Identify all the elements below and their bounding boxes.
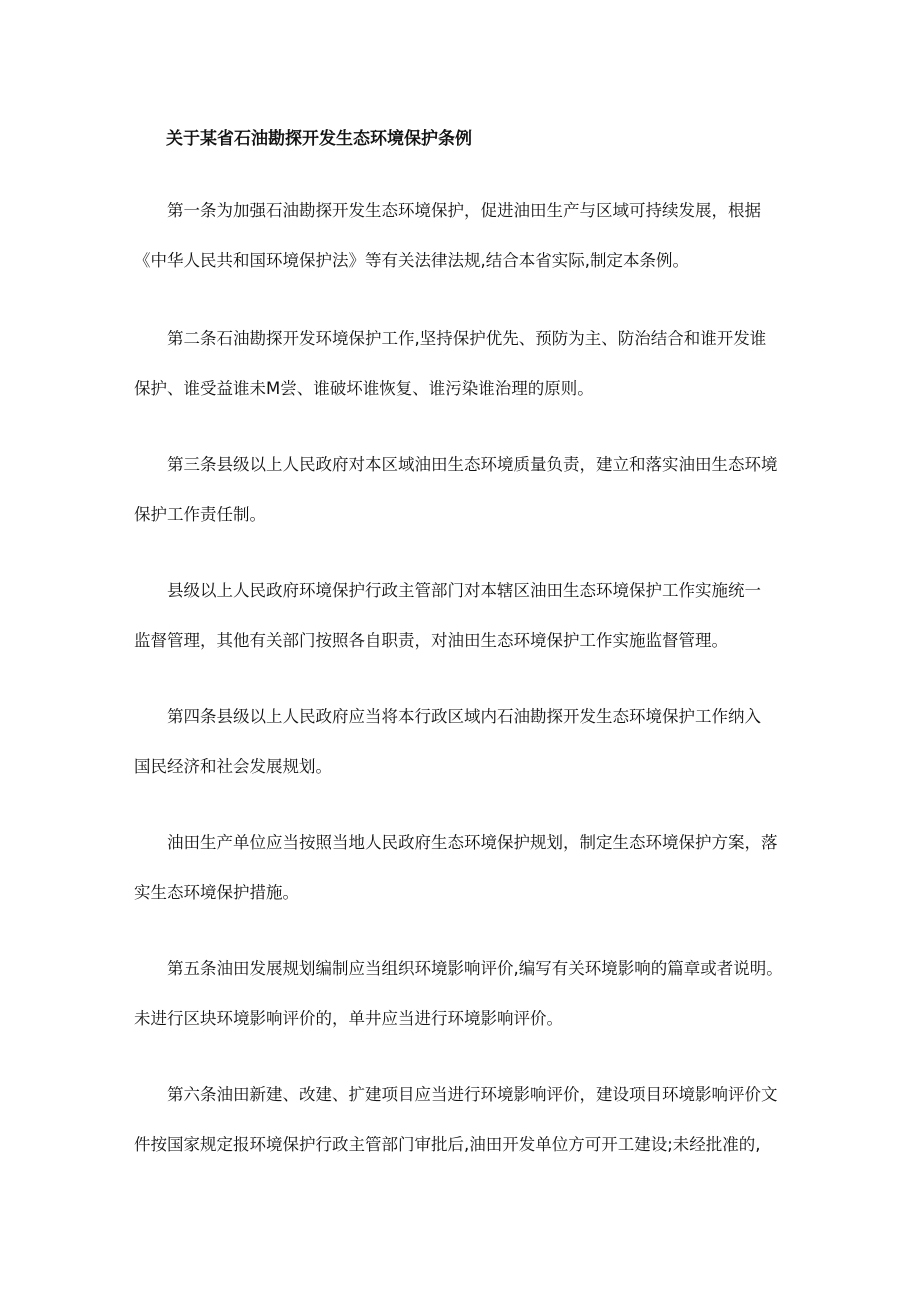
article-5-paragraph [134, 944, 794, 1044]
article-6-paragraph [134, 1070, 794, 1170]
paragraph-line: 油田生产单位应当按照当地人民政府生态环境保护规划，制定生态环境保护方案，落 [167, 833, 778, 852]
paragraph-line: 第二条石油勘探开发环境保护工作,坚持保护优先、预防为主、防治结合和谁开发谁 [167, 329, 767, 348]
paragraph-line: 国民经济和社会发展规划。 [134, 757, 332, 776]
paragraph-line: 第四条县级以上人民政府应当将本行政区域内石油勘探开发生态环境保护工作纳入 [167, 707, 761, 726]
paragraph-line: 第六条油田新建、改建、扩建项目应当进行环境影响评价，建设项目环境影响评价文 [167, 1085, 778, 1104]
document-title: 关于某省石油勘探开发生态环境保护条例 [166, 129, 472, 149]
paragraph-line: 第一条为加强石油勘探开发生态环境保护，促进油田生产与区域可持续发展，根据 [167, 201, 761, 220]
article-4-operator-paragraph [134, 818, 794, 918]
paragraph-line: 件按国家规定报环境保护行政主管部门审批后,油田开发单位方可开工建设;未经批准的, [134, 1135, 761, 1154]
paragraph-line: 实生态环境保护措施。 [134, 883, 299, 902]
paragraph-line: 保护工作责任制。 [134, 505, 266, 524]
paragraph-line: 第三条县级以上人民政府对本区域油田生态环境质量负责，建立和落实油田生态环境 [167, 455, 778, 474]
paragraph-line: 《中华人民共和国环境保护法》等有关法律法规,结合本省实际,制定本条例。 [134, 251, 689, 270]
paragraph-line: 未进行区块环境影响评价的，单井应当进行环境影响评价。 [134, 1009, 563, 1028]
article-4-paragraph [134, 692, 794, 792]
paragraph-line: 县级以上人民政府环境保护行政主管部门对本辖区油田生态环境保护工作实施统一 [167, 581, 761, 600]
paragraph-line: 监督管理，其他有关部门按照各自职责，对油田生态环境保护工作实施监督管理。 [134, 631, 728, 650]
article-1-paragraph [134, 186, 794, 286]
paragraph-line: 保护、谁受益谁未M尝、谁破坏谁恢复、谁污染谁治理的原则。 [134, 379, 594, 398]
article-2-paragraph [134, 314, 794, 414]
article-3-paragraph [134, 440, 794, 540]
article-3-supervision-paragraph [134, 566, 794, 666]
paragraph-line: 第五条油田发展规划编制应当组织环境影响评价,编写有关环境影响的篇章或者说明。 [167, 959, 783, 978]
